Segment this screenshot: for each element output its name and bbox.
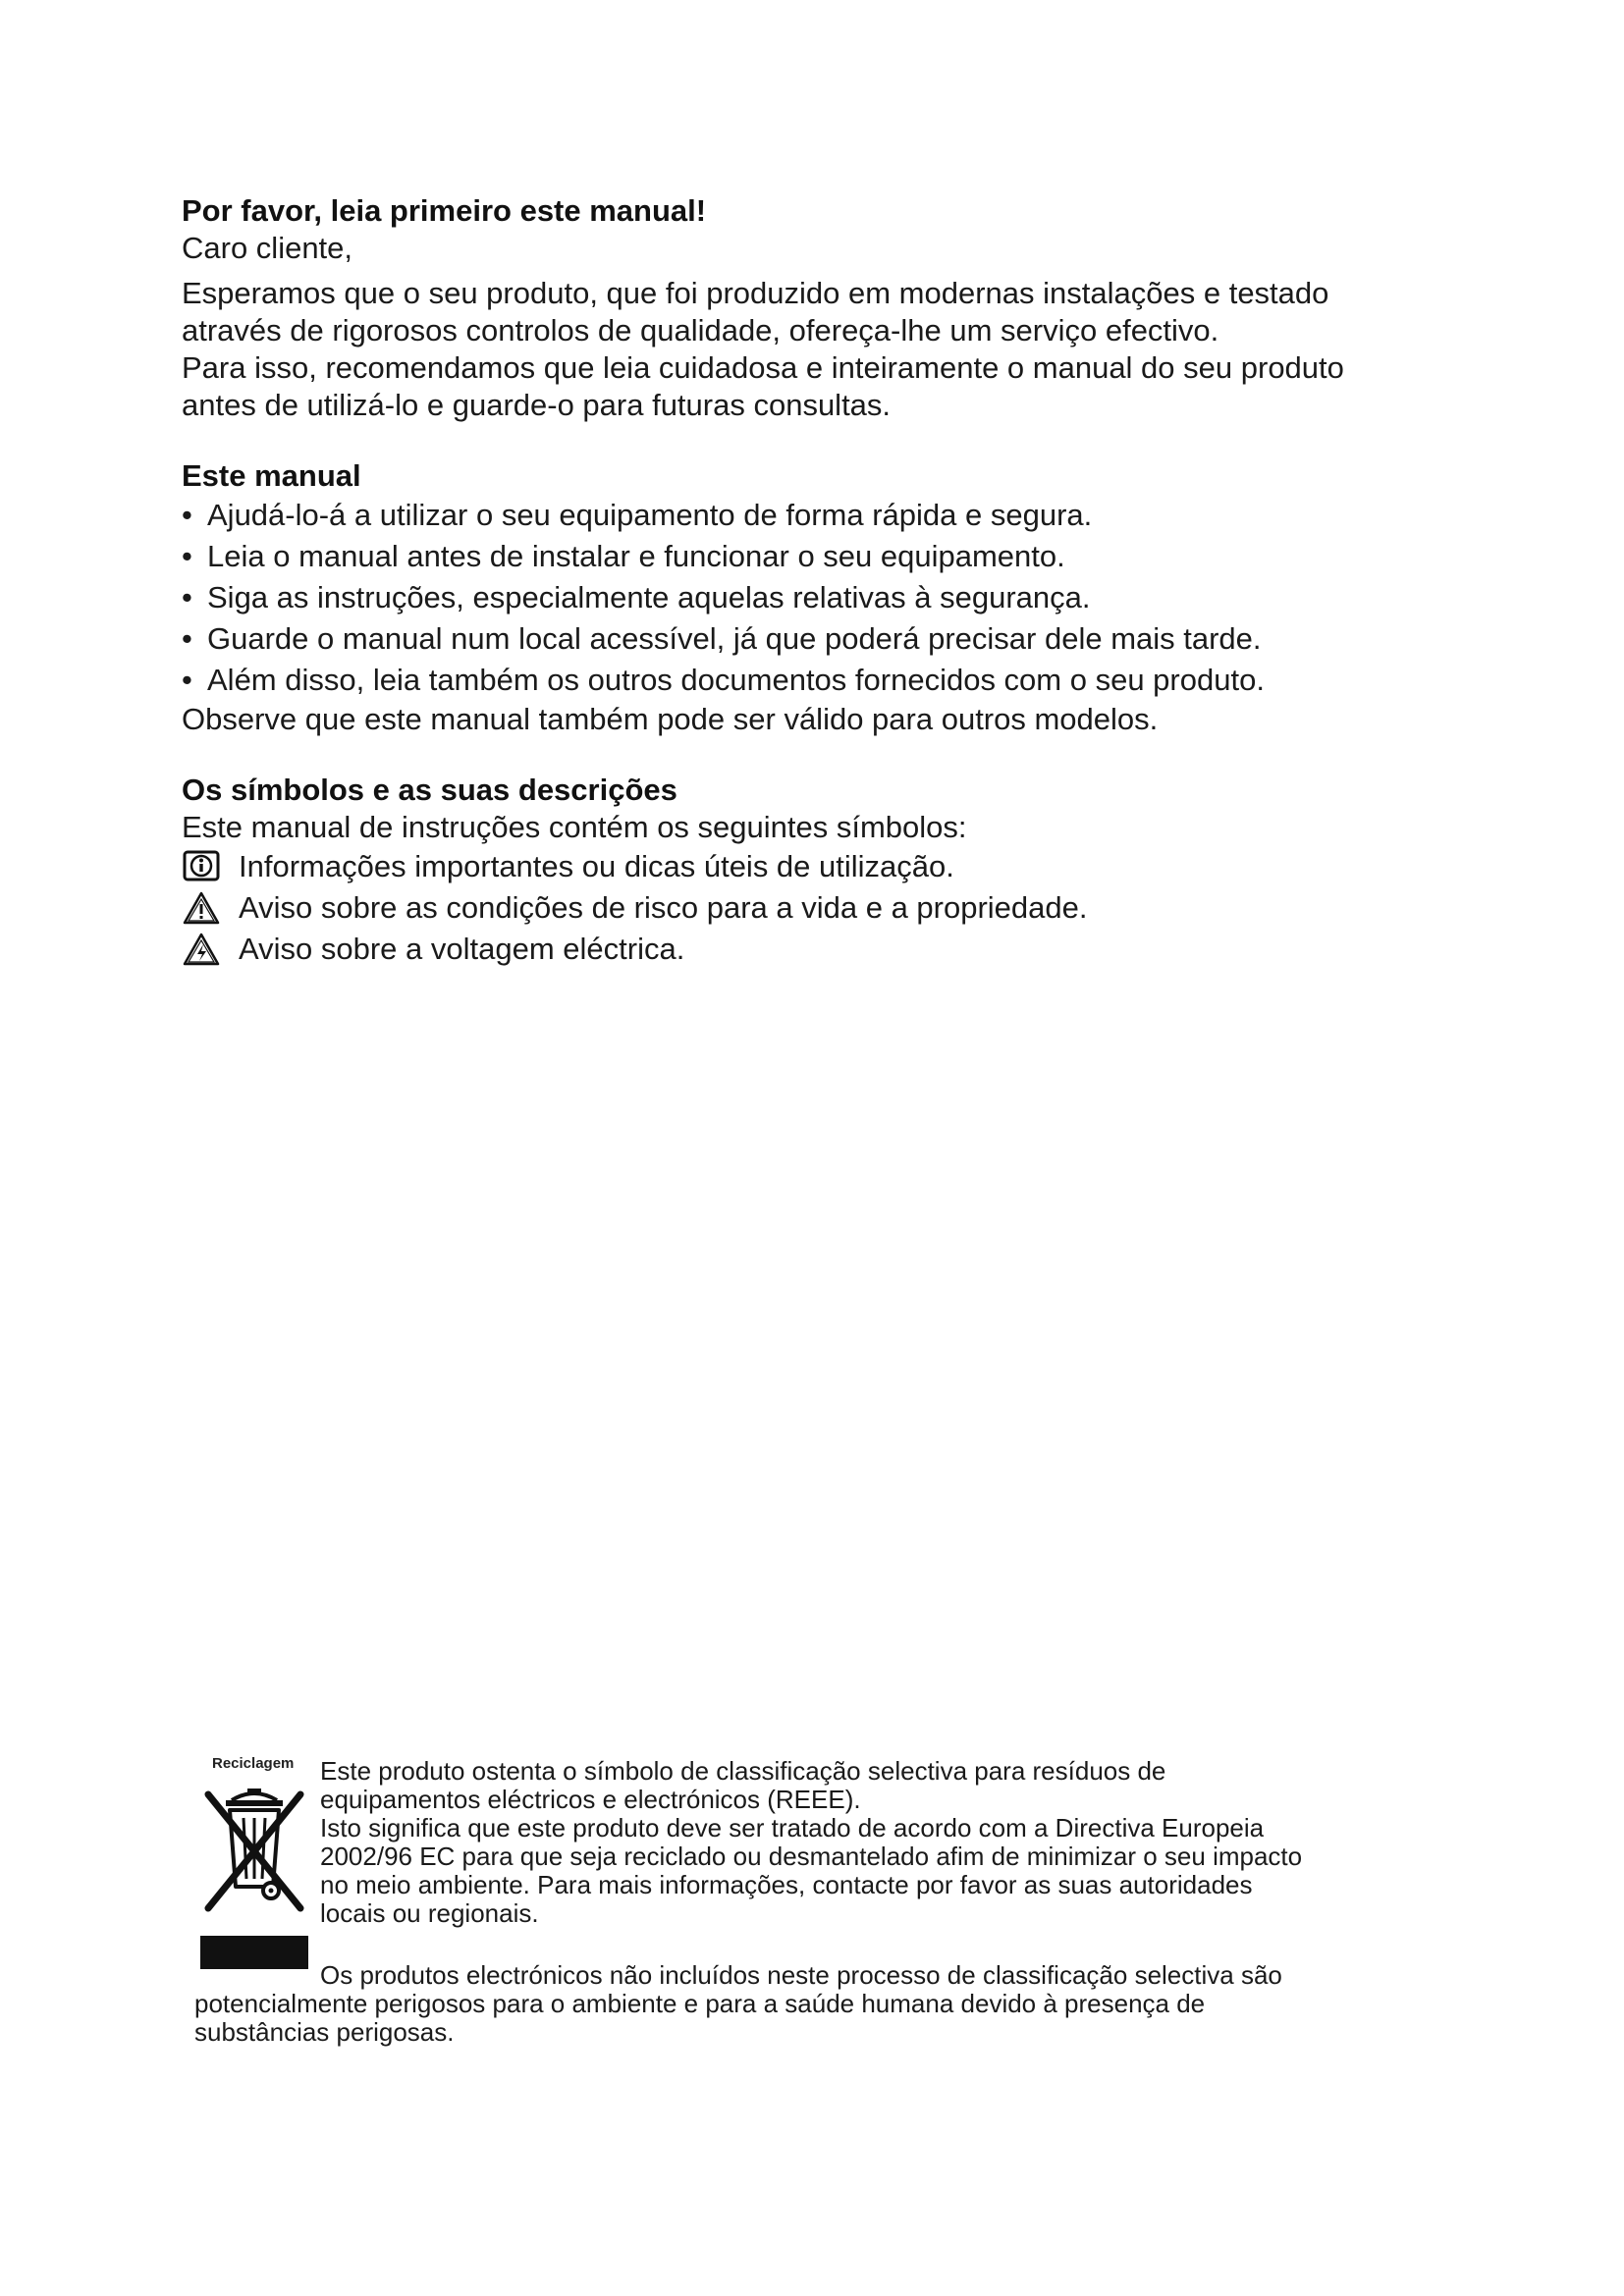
manual-section-title: Este manual [182,458,361,493]
recycling-line: 2002/96 EC para que seja reciclado ou desmantelado afim de minimizar o seu impacto [320,1842,1303,1871]
symbol-electric-text: Aviso sobre a voltagem eléctrica. [239,932,685,966]
recycling-footer-line: potencialmente perigosos para o ambiente e para a saúde humana devido à presença de [194,1989,1206,2018]
info-icon [182,849,221,884]
manual-note: Observe que este manual também pode ser válido para outros modelos. [182,702,1159,736]
list-item: • Guarde o manual num local acessível, já que poderá precisar dele mais tarde. [182,618,1458,660]
symbol-row-warning [182,887,1458,929]
warning-icon [182,890,221,926]
bullet-icon: • [182,539,192,573]
symbol-info-text: Informações importantes ou dicas úteis de utilização. [239,849,954,883]
recycling-line: no meio ambiente. Para mais informações, contacte por favor as suas autoridades [320,1870,1253,1899]
recycling-line: equipamentos eléctricos e electrónicos (REEE). [320,1785,861,1814]
symbol-warning-text: Aviso sobre as condições de risco para a vida e a propriedade. [239,890,1088,925]
symbol-row-electric [182,929,1458,970]
bullet-icon: • [182,621,192,656]
symbols-section-title: Os símbolos e as suas descrições [182,773,677,807]
recycling-label: Reciclagem [212,1755,295,1772]
manual-section [182,457,1458,738]
intro-title: Por favor, leia primeiro este manual! [182,193,707,228]
list-item: • Leia o manual antes de instalar e funcionar o seu equipamento. [182,536,1458,577]
intro-paragraph-1-line-1: Esperamos que o seu produto, que foi produzido em modernas instalações e testado [182,276,1329,310]
recycling-footer-line: Os produtos electrónicos não incluídos neste processo de classificação selectiva são [320,1960,1282,1990]
intro-paragraph-2-line-1: Para isso, recomendamos que leia cuidadosa e inteiramente o manual do seu produto [182,350,1344,385]
bullet-icon: • [182,580,192,614]
symbols-section [182,772,1458,970]
symbol-row-info [182,846,1458,887]
recycling-text [320,1757,1430,1928]
symbols-intro: Este manual de instruções contém os seguintes símbolos: [182,810,967,844]
intro-paragraph-2-line-2: antes de utilizá-lo e guarde-o para futuras consultas. [182,388,892,422]
bullet-icon: • [182,663,192,697]
list-item: • Ajudá-lo-á a utilizar o seu equipamento de forma rápida e segura. [182,495,1458,536]
recycling-line: locais ou regionais. [320,1898,539,1928]
bullet-icon: • [182,498,192,532]
intro-greeting: Caro cliente, [182,231,353,265]
list-item: • Siga as instruções, especialmente aquelas relativas à segurança. [182,577,1458,618]
electric-warning-icon [182,932,221,967]
recycling-line: Este produto ostenta o símbolo de classificação selectiva para resíduos de [320,1756,1166,1786]
manual-bullet-list [182,495,1458,701]
weee-crossed-bin-icon [200,1777,308,1924]
intro-paragraph-1-line-2: através de rigorosos controlos de qualidade, ofereça-lhe um serviço efectivo. [182,313,1219,347]
list-item: • Além disso, leia também os outros documentos fornecidos com o seu produto. [182,660,1458,701]
recycling-footer [194,1961,1432,2047]
recycling-footer-line: substâncias perigosas. [194,2017,455,2047]
recycling-line: Isto significa que este produto deve ser tratado de acordo com a Directiva Europeia [320,1813,1265,1842]
main-content [182,192,1458,970]
